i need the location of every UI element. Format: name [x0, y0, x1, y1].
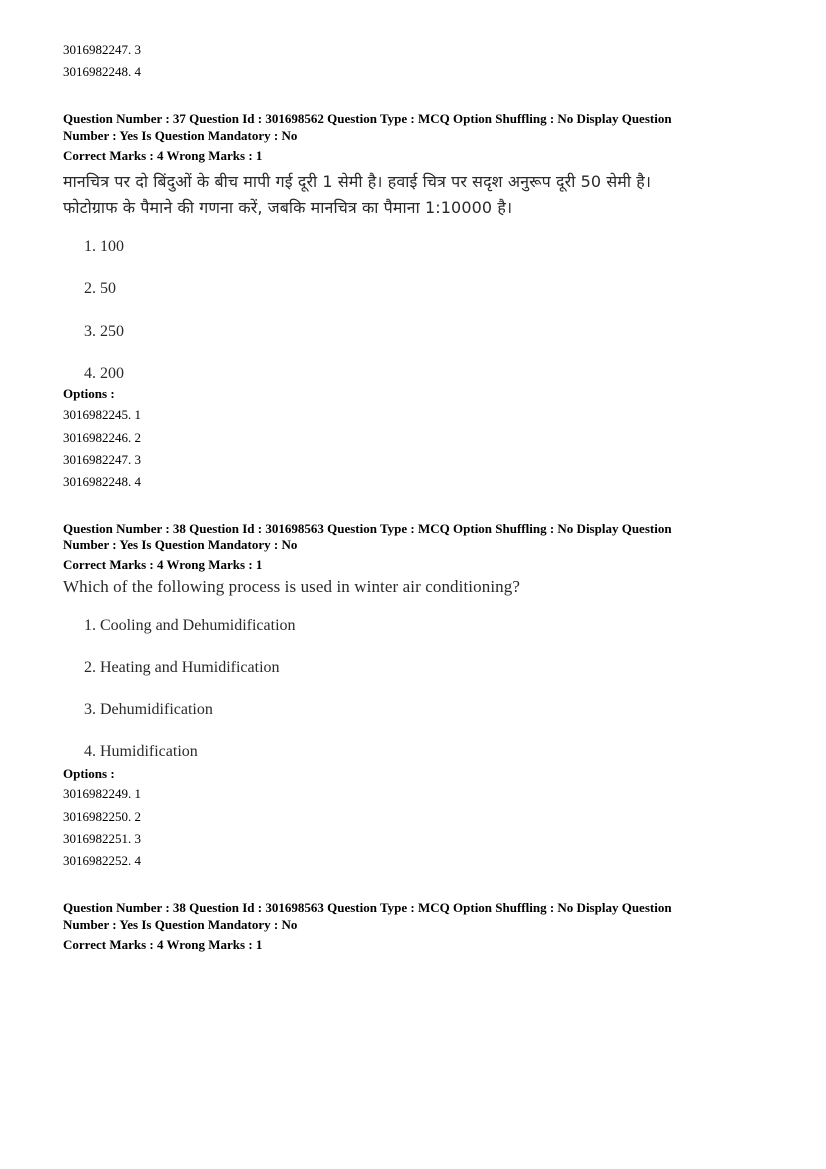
option-id-line: 3016982251. 3	[63, 831, 141, 846]
options-label: Options :	[63, 766, 115, 781]
question-text: Which of the following process is used in winter air conditioning?	[63, 577, 520, 596]
question-marks: Correct Marks : 4 Wrong Marks : 1	[63, 557, 263, 572]
option-id-line: 3016982248. 4	[63, 474, 141, 489]
answer-choice: 1. Cooling and Dehumidification	[84, 617, 296, 634]
question-header-cont: Number : Yes Is Question Mandatory : No	[63, 537, 298, 552]
option-id-line: 3016982245. 1	[63, 407, 141, 422]
option-id-line: 3016982249. 1	[63, 786, 141, 801]
question-header: Question Number : 37 Question Id : 301698562 Question Type : MCQ Option Shuffling : No Display Question	[63, 111, 672, 126]
options-label: Options :	[63, 386, 115, 401]
answer-choice: 1. 100	[84, 238, 124, 255]
question-header-cont: Number : Yes Is Question Mandatory : No	[63, 128, 298, 143]
answer-choice: 4. Humidification	[84, 743, 198, 760]
answer-choice: 2. 50	[84, 280, 116, 297]
question-text: मानचित्र पर दो बिंदुओं के बीच मापी गई दूरी 1 सेमी है। हवाई चित्र पर सदृश अनुरूप दूरी 50 सेमी है।	[63, 172, 652, 191]
question-marks: Correct Marks : 4 Wrong Marks : 1	[63, 148, 263, 163]
option-id-line: 3016982247. 3	[63, 452, 141, 467]
answer-choice: 3. 250	[84, 323, 124, 340]
question-marks: Correct Marks : 4 Wrong Marks : 1	[63, 937, 263, 952]
option-id-line: 3016982248. 4	[63, 64, 141, 79]
question-header: Question Number : 38 Question Id : 301698563 Question Type : MCQ Option Shuffling : No Display Question	[63, 521, 672, 536]
option-id-line: 3016982246. 2	[63, 430, 141, 445]
option-id-line: 3016982250. 2	[63, 809, 141, 824]
question-header: Question Number : 38 Question Id : 301698563 Question Type : MCQ Option Shuffling : No Display Question	[63, 900, 672, 915]
answer-choice: 2. Heating and Humidification	[84, 659, 280, 676]
option-id-line: 3016982247. 3	[63, 42, 141, 57]
answer-choice: 3. Dehumidification	[84, 701, 213, 718]
answer-choice: 4. 200	[84, 365, 124, 382]
option-id-line: 3016982252. 4	[63, 853, 141, 868]
question-text: फोटोग्राफ के पैमाने की गणना करें, जबकि मानचित्र का पैमाना 1:10000 है।	[63, 198, 513, 217]
question-header-cont: Number : Yes Is Question Mandatory : No	[63, 917, 298, 932]
